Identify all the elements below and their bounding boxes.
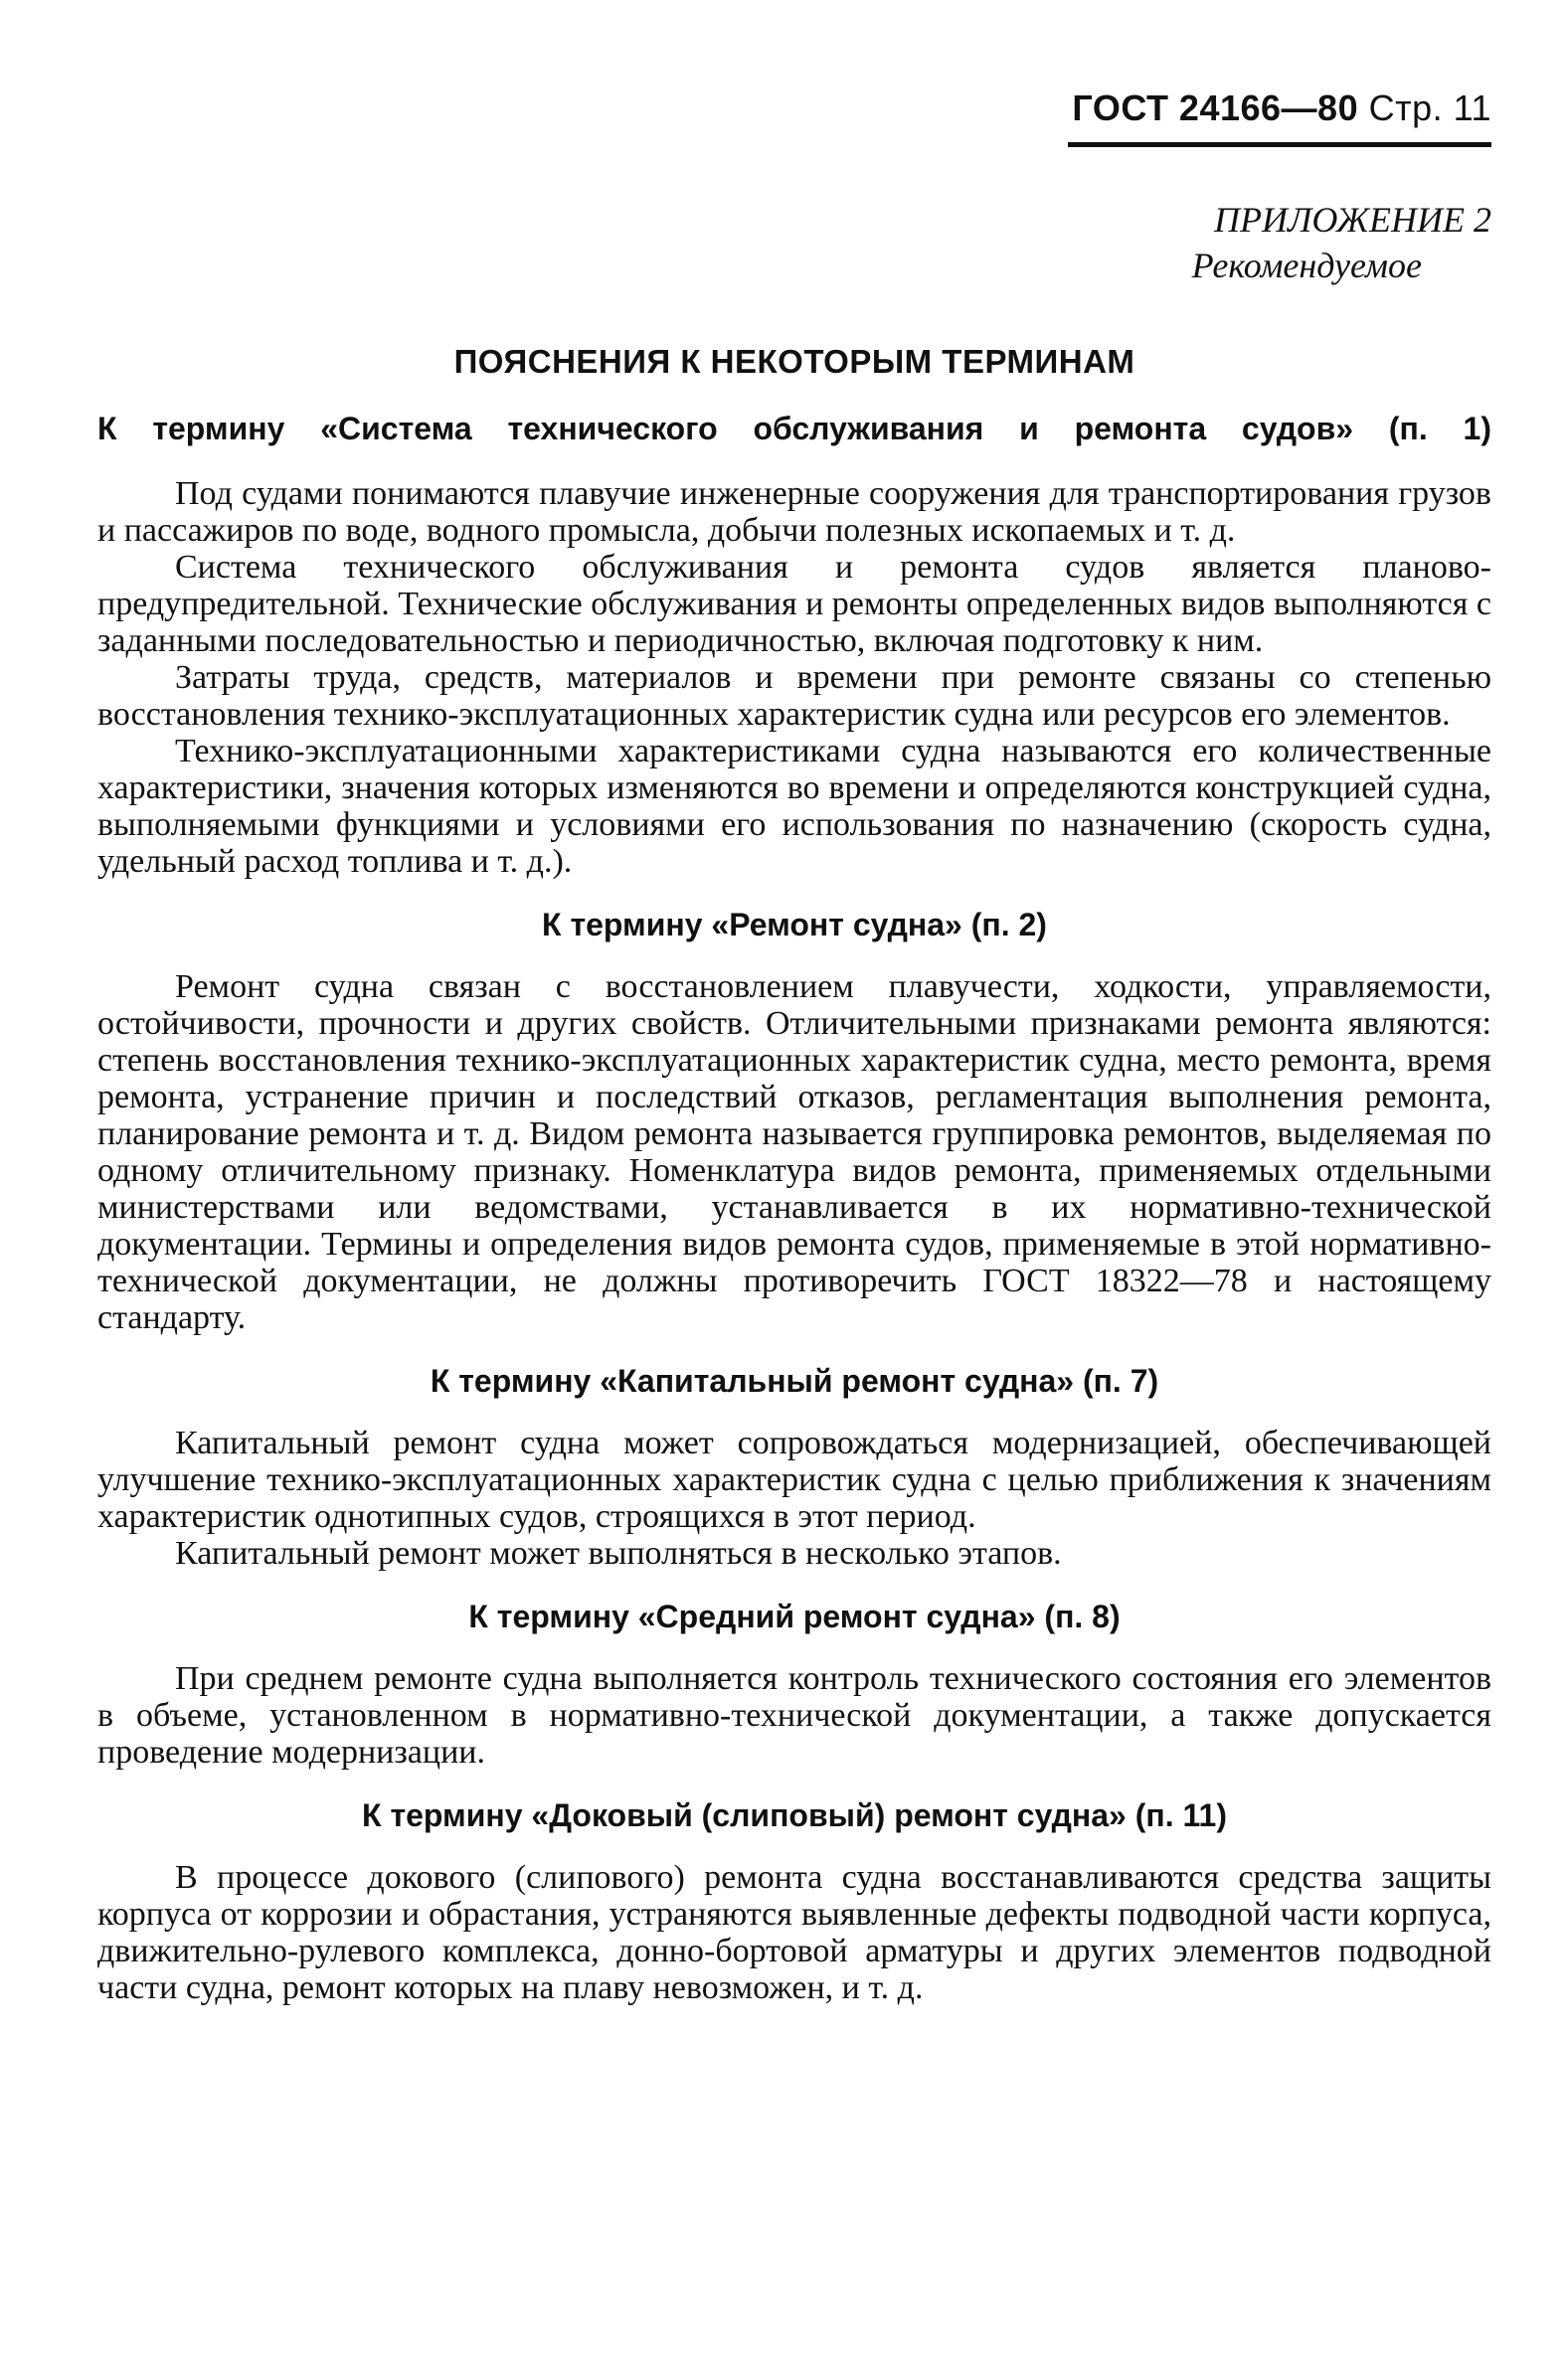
page-title: ПОЯСНЕНИЯ К НЕКОТОРЫМ ТЕРМИНАМ [453, 343, 1135, 380]
running-header [1072, 87, 1491, 129]
appendix-block [994, 197, 1491, 288]
page-number: Стр. 11 [1368, 87, 1491, 128]
paragraph: Затраты труда, средств, материалов и времени при ремонте связаны со степенью восстановления технико-эксплуатационных характеристик судна или ресурсов его элементов. [97, 659, 1491, 733]
term-section-dock-repair [97, 1796, 1491, 2006]
paragraph: Капитальный ремонт судна может сопровождаться модернизацией, обеспечивающей улучшение технико-эксплуатационных характеристик судна с целью приближения к значениям характеристик однотипных судов, строящихся в этот период. [97, 1425, 1491, 1535]
term-section-maintenance-system [97, 410, 1491, 880]
standard-number: ГОСТ 24166—80 [1072, 87, 1359, 128]
paragraph: Под судами понимаются плавучие инженерные сооружения для транспортирования грузов и пассажиров по воде, водного промысла, добычи полезных ископаемых и т. д. [97, 475, 1491, 549]
paragraph: Капитальный ремонт может выполняться в несколько этапов. [175, 1535, 1062, 1572]
paragraph: Система технического обслуживания и ремонта судов является планово-предупредительной. Технические обслуживания и ремонты определенных видов выполняются с заданными последовательностью и периодичностью, включая подготовку к ним. [97, 549, 1491, 659]
appendix-label: ПРИЛОЖЕНИЕ 2 [1214, 200, 1491, 240]
term-section-medium-repair [97, 1598, 1491, 1771]
appendix-status: Рекомендуемое [1191, 246, 1422, 285]
section-heading: К термину «Доковый (слиповый) ремонт судна» (п. 11) [362, 1797, 1227, 1833]
section-heading: К термину «Система технического обслуживания и ремонта судов» (п. 1) [97, 411, 1491, 446]
document-body [97, 343, 1491, 2006]
paragraph: Технико-эксплуатационными характеристиками судна называются его количественные характеристики, значения которых изменяются во времени и определяются конструкцией судна, выполняемыми функциями и условиями его использования по назначению (скорость судна, удельный расход топлива и т. д.). [97, 733, 1491, 880]
header-rule [1068, 142, 1491, 147]
term-section-ship-repair [97, 906, 1491, 1336]
paragraph: При среднем ремонте судна выполняется контроль технического состояния его элементов в объеме, установленном в нормативно-технической документации, а также допускается проведение модернизации. [97, 1660, 1491, 1771]
term-section-capital-repair [97, 1362, 1491, 1572]
section-heading: К термину «Ремонт судна» (п. 2) [542, 907, 1047, 942]
section-heading: К термину «Капитальный ремонт судна» (п. 7) [430, 1363, 1159, 1399]
section-heading: К термину «Средний ремонт судна» (п. 8) [468, 1599, 1121, 1634]
paragraph: В процессе докового (слипового) ремонта судна восстанавливаются средства защиты корпуса от коррозии и обрастания, устраняются выявленные дефекты подводной части корпуса, движительно-рулевого комплекса, донно-бортовой арматуры и других элементов подводной части судна, ремонт которых на плаву невозможен, и т. д. [97, 1859, 1491, 2006]
paragraph: Ремонт судна связан с восстановлением плавучести, ходкости, управляемости, остойчивости, прочности и других свойств. Отличительными признаками ремонта являются: степень восстановления технико-эксплуатационных характеристик судна, место ремонта, время ремонта, устранение причин и последствий отказов, регламентация выполнения ремонта, планирование ремонта и т. д. Видом ремонта называется группировка ремонтов, выделяемая по одному отличительному признаку. Номенклатура видов ремонта, применяемых отдельными министерствами или ведомствами, устанавливается в их нормативно-технической документации. Термины и определения видов ремонта судов, применяемые в этой нормативно-технической документации, не должны противоречить ГОСТ 18322—78 и настоящему стандарту. [97, 968, 1491, 1336]
